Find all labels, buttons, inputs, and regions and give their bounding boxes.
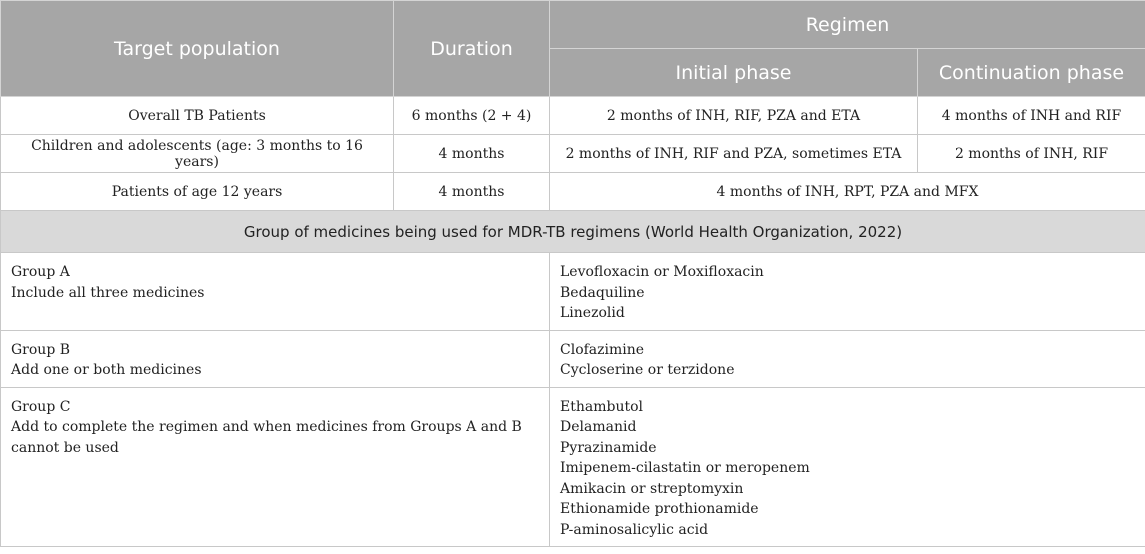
header-continuation-phase: Continuation phase bbox=[918, 49, 1145, 97]
cell-duration: 4 months bbox=[394, 173, 550, 211]
medicine-item: P-aminosalicylic acid bbox=[560, 521, 709, 538]
header-regimen: Regimen bbox=[550, 1, 1145, 49]
medicine-item: Imipenem-cilastatin or meropenem bbox=[560, 460, 810, 476]
medicine-item: Ethambutol bbox=[560, 398, 643, 415]
medicine-item: Clofazimine bbox=[560, 341, 645, 358]
cell-duration: 6 months (2 + 4) bbox=[394, 97, 550, 135]
table-row bbox=[1, 97, 1145, 135]
cell-population: Overall TB Patients bbox=[1, 97, 394, 135]
medicine-item: Amikacin or streptomyxin bbox=[560, 480, 744, 497]
group-description bbox=[1, 387, 550, 547]
cell-population: Patients of age 12 years bbox=[1, 173, 394, 211]
group-medicines bbox=[550, 253, 1145, 331]
group-instruction: Include all three medicines bbox=[11, 284, 205, 301]
group-name: Group A bbox=[11, 264, 70, 280]
cell-population: Children and adolescents (age: 3 months to 16 years) bbox=[1, 135, 394, 173]
group-name: Group B bbox=[11, 341, 71, 358]
group-row-c bbox=[1, 387, 1145, 547]
table-row bbox=[1, 173, 1145, 211]
medicine-item: Linezolid bbox=[560, 305, 625, 321]
group-medicines bbox=[550, 330, 1145, 387]
medicine-item: Ethionamide prothionamide bbox=[560, 501, 759, 517]
medicine-item: Pyrazinamide bbox=[560, 439, 657, 456]
group-row-b bbox=[1, 330, 1145, 387]
header-initial-phase: Initial phase bbox=[550, 49, 918, 97]
table-row bbox=[1, 135, 1145, 173]
group-instruction: Add one or both medicines bbox=[11, 362, 202, 378]
cell-initial-phase: 2 months of INH, RIF and PZA, sometimes ETA bbox=[550, 135, 918, 173]
section-subheader bbox=[1, 211, 1145, 253]
cell-continuation-phase: 2 months of INH, RIF bbox=[918, 135, 1145, 173]
cell-duration: 4 months bbox=[394, 135, 550, 173]
cell-regimen: 4 months of INH, RPT, PZA and MFX bbox=[550, 173, 1145, 211]
cell-initial-phase: 2 months of INH, RIF, PZA and ETA bbox=[550, 97, 918, 135]
header-target-population: Target population bbox=[1, 1, 394, 97]
medicine-item: Levofloxacin or Moxifloxacin bbox=[560, 264, 764, 280]
group-medicines bbox=[550, 387, 1145, 547]
table-header bbox=[1, 1, 1145, 97]
header-duration: Duration bbox=[394, 1, 550, 97]
group-row-a bbox=[1, 253, 1145, 331]
medicine-item: Cycloserine or terzidone bbox=[560, 362, 735, 378]
subheader-text: Group of medicines being used for MDR-TB regimens (World Health Organization, 2022) bbox=[1, 211, 1145, 253]
cell-continuation-phase: 4 months of INH and RIF bbox=[918, 97, 1145, 135]
group-description bbox=[1, 253, 550, 331]
medicine-item: Delamanid bbox=[560, 419, 637, 435]
group-instruction: Add to complete the regimen and when medicines from Groups A and B cannot be used bbox=[11, 419, 522, 456]
group-name: Group C bbox=[11, 398, 71, 415]
medicine-item: Bedaquiline bbox=[560, 284, 645, 301]
group-description bbox=[1, 330, 550, 387]
